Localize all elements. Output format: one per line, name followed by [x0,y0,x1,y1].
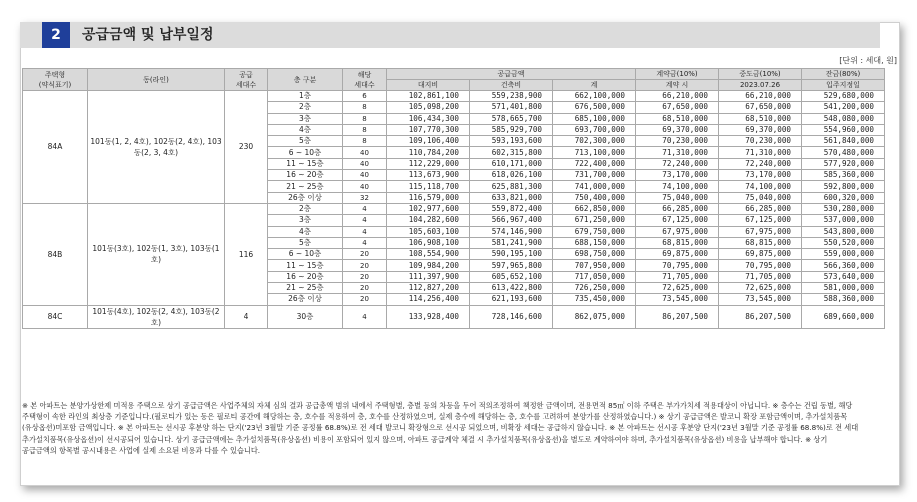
contract-cell: 70,230,000 [636,136,719,147]
floor-cell: 11 ~ 15층 [268,260,343,271]
header-balance-sub: 입주지정일 [802,80,885,91]
header-floor: 층 구분 [268,69,343,91]
floor-cell: 3층 [268,215,343,226]
land-price-cell: 106,434,300 [387,113,470,124]
units-cell: 20 [343,271,387,282]
balance-cell: 561,840,000 [802,136,885,147]
units-cell: 40 [343,158,387,169]
contract-cell: 66,210,000 [636,91,719,102]
units-cell: 32 [343,192,387,203]
header-land: 대지비 [387,80,470,91]
dong-cell: 101동(3호), 102동(1, 3호), 103동(1호) [88,203,225,305]
total-price-cell: 702,300,000 [553,136,636,147]
header-total: 계 [553,80,636,91]
interim-cell: 70,795,000 [719,260,802,271]
balance-cell: 543,800,000 [802,226,885,237]
units-cell: 8 [343,102,387,113]
total-price-cell: 731,700,000 [553,170,636,181]
total-price-cell: 693,700,000 [553,124,636,135]
total-price-cell: 750,400,000 [553,192,636,203]
land-price-cell: 114,256,400 [387,294,470,305]
header-type: 주택형 (약식표기) [23,69,88,91]
interim-cell: 66,285,000 [719,203,802,214]
units-cell: 8 [343,124,387,135]
section-number-badge: 2 [42,22,70,48]
land-price-cell: 107,770,300 [387,124,470,135]
header-building: 건축비 [470,80,553,91]
units-cell: 40 [343,147,387,158]
contract-cell: 71,705,000 [636,271,719,282]
interim-cell: 73,170,000 [719,170,802,181]
land-price-cell: 102,861,100 [387,91,470,102]
total-price-cell: 679,750,000 [553,226,636,237]
balance-cell: 585,360,000 [802,170,885,181]
floor-cell: 2층 [268,102,343,113]
section-title: 공급금액 및 납부일정 [82,27,214,43]
contract-cell: 67,125,000 [636,215,719,226]
supply-count-cell: 116 [225,203,268,305]
land-price-cell: 116,579,000 [387,192,470,203]
dong-cell: 101동(4호), 102동(2, 4호), 103동(2호) [88,305,225,328]
contract-cell: 73,545,000 [636,294,719,305]
balance-cell: 577,920,000 [802,158,885,169]
interim-cell: 68,815,000 [719,237,802,248]
supply-count-cell: 230 [225,91,268,204]
table-row [23,203,885,214]
header-interim: 중도금(10%) [719,69,802,80]
supply-price-table [22,68,885,329]
contract-cell: 70,795,000 [636,260,719,271]
interim-cell: 70,230,000 [719,136,802,147]
units-cell: 20 [343,294,387,305]
floor-cell: 5층 [268,237,343,248]
land-price-cell: 105,098,200 [387,102,470,113]
building-price-cell: 578,665,700 [470,113,553,124]
floor-cell: 3층 [268,113,343,124]
header-contract: 계약금(10%) [636,69,719,80]
floor-cell: 26층 이상 [268,192,343,203]
land-price-cell: 111,397,900 [387,271,470,282]
type-cell: 84A [23,91,88,204]
dong-cell: 101동(1, 2, 4호), 102동(2, 4호), 103동(2, 3, 4호) [88,91,225,204]
total-price-cell: 735,450,000 [553,294,636,305]
building-price-cell: 590,195,100 [470,249,553,260]
footnote-line: 추가설치품목(유상옵션)이 선시공되어 있습니다. 상기 공급금액에는 추가설치품목(유상옵션) 비용이 포함되어 있지 않으며, 아파트 공급계약 체결 시 추가설치품목(유상옵션)을 별도로 계약하여야 하며, 추가설치품목(유상옵션) 비용을 납부해야 합니다. ※ 상기 [22,434,828,444]
interim-cell: 75,040,000 [719,192,802,203]
footnote-line: 공급금액의 항목별 공시내용은 사업에 실제 소요된 비용과 다를 수 있습니다. [22,445,261,455]
building-price-cell: 633,821,000 [470,192,553,203]
building-price-cell: 602,315,800 [470,147,553,158]
balance-cell: 550,520,000 [802,237,885,248]
floor-cell: 1층 [268,91,343,102]
footnotes [22,400,884,456]
footnote-line: (유상옵션)미포함 금액입니다. ※ 본 아파트는 선시공 후분양 하는 단지('23년 3월말 기준 공정률 68.8%)로 전 세대 발코니 확장형으로 선시공 되었으며, 비확장 세대는 공급하지 않습니다. ※ 본 아파트는 선시공 후분양 단지('23년 3월말 기준 공정률 68.8%)로 전 세대 [22,423,859,433]
balance-cell: 592,800,000 [802,181,885,192]
contract-cell: 72,240,000 [636,158,719,169]
table-row [23,91,885,102]
table-body [23,91,885,329]
contract-cell: 72,625,000 [636,283,719,294]
header-row-1 [23,69,885,80]
floor-cell: 2층 [268,203,343,214]
contract-cell: 67,650,000 [636,102,719,113]
contract-cell: 74,100,000 [636,181,719,192]
total-price-cell: 676,500,000 [553,102,636,113]
units-cell: 20 [343,260,387,271]
total-price-cell: 717,050,000 [553,271,636,282]
floor-cell: 16 ~ 20층 [268,170,343,181]
total-price-cell: 662,850,000 [553,203,636,214]
balance-cell: 529,680,000 [802,91,885,102]
building-price-cell: 610,171,000 [470,158,553,169]
units-cell: 4 [343,226,387,237]
interim-cell: 73,545,000 [719,294,802,305]
units-cell: 8 [343,113,387,124]
interim-cell: 67,650,000 [719,102,802,113]
header-units: 해당 세대수 [343,69,387,91]
interim-cell: 71,310,000 [719,147,802,158]
balance-cell: 573,640,000 [802,271,885,282]
units-cell: 4 [343,203,387,214]
floor-cell: 6 ~ 10층 [268,147,343,158]
total-price-cell: 741,000,000 [553,181,636,192]
section-title-bar [20,22,880,48]
land-price-cell: 110,784,200 [387,147,470,158]
contract-cell: 68,510,000 [636,113,719,124]
header-interim-sub: 2023.07.26 [719,80,802,91]
floor-cell: 21 ~ 25층 [268,181,343,192]
floor-cell: 5층 [268,136,343,147]
interim-cell: 68,510,000 [719,113,802,124]
unit-label: [단위 : 세대, 원] [839,56,897,65]
type-cell: 84C [23,305,88,328]
floor-cell: 16 ~ 20층 [268,271,343,282]
contract-cell: 66,285,000 [636,203,719,214]
land-price-cell: 112,827,200 [387,283,470,294]
interim-cell: 66,210,000 [719,91,802,102]
contract-cell: 67,975,000 [636,226,719,237]
contract-cell: 75,040,000 [636,192,719,203]
contract-cell: 69,875,000 [636,249,719,260]
table-row [23,305,885,328]
building-price-cell: 559,872,400 [470,203,553,214]
floor-cell: 30층 [268,305,343,328]
balance-cell: 559,000,000 [802,249,885,260]
header-supply: 공급 세대수 [225,69,268,91]
footnote-line: ※ 본 아파트는 분양가상한제 미적용 주택으로 상기 공급금액은 사업주체의 자체 심의 결과 공급총액 범위 내에서 주택형별, 층별 등의 차등을 두어 적의조정하여 책정한 금액이며, 전용면적 85㎡ 이하 주택은 부가가치세 적용대상이 아닙니다. ※ 층수는 건립 동별, 해당 [22,401,853,410]
header-contract-sub: 계약 시 [636,80,719,91]
contract-cell: 71,310,000 [636,147,719,158]
header-balance: 잔금(80%) [802,69,885,80]
balance-cell: 541,200,000 [802,102,885,113]
total-price-cell: 688,150,000 [553,237,636,248]
building-price-cell: 571,401,800 [470,102,553,113]
units-cell: 8 [343,136,387,147]
total-price-cell: 707,950,000 [553,260,636,271]
land-price-cell: 108,554,900 [387,249,470,260]
building-price-cell: 559,238,900 [470,91,553,102]
floor-cell: 6 ~ 10층 [268,249,343,260]
total-price-cell: 698,750,000 [553,249,636,260]
balance-cell: 548,080,000 [802,113,885,124]
interim-cell: 69,875,000 [719,249,802,260]
balance-cell: 588,360,000 [802,294,885,305]
total-price-cell: 726,250,000 [553,283,636,294]
building-price-cell: 621,193,600 [470,294,553,305]
interim-cell: 74,100,000 [719,181,802,192]
land-price-cell: 106,908,100 [387,237,470,248]
floor-cell: 26층 이상 [268,294,343,305]
units-cell: 4 [343,215,387,226]
supply-count-cell: 4 [225,305,268,328]
balance-cell: 689,660,000 [802,305,885,328]
header-dong: 동(라인) [88,69,225,91]
total-price-cell: 662,100,000 [553,91,636,102]
building-price-cell: 593,193,600 [470,136,553,147]
contract-cell: 68,815,000 [636,237,719,248]
floor-cell: 11 ~ 15층 [268,158,343,169]
units-cell: 6 [343,91,387,102]
land-price-cell: 109,106,400 [387,136,470,147]
units-cell: 40 [343,170,387,181]
floor-cell: 4층 [268,226,343,237]
building-price-cell: 585,929,700 [470,124,553,135]
floor-cell: 21 ~ 25층 [268,283,343,294]
units-cell: 20 [343,249,387,260]
building-price-cell: 613,422,800 [470,283,553,294]
building-price-cell: 728,146,600 [470,305,553,328]
contract-cell: 69,370,000 [636,124,719,135]
contract-cell: 86,207,500 [636,305,719,328]
balance-cell: 570,480,000 [802,147,885,158]
building-price-cell: 574,146,900 [470,226,553,237]
floor-cell: 4층 [268,124,343,135]
land-price-cell: 104,282,600 [387,215,470,226]
interim-cell: 69,370,000 [719,124,802,135]
balance-cell: 566,360,000 [802,260,885,271]
footnote-line: 주택형이 속한 라인의 최상층 기준입니다.(필로티가 있는 동은 필로티 공간에 해당하는 층, 호수를 적용하여 층, 호수를 산정하였으며, 실제 층수에 해당하는 층, 호수를 고려하여 분양가를 산정하였습니다.) ※ 상기 공급금액은 발코니 확장 포함금액이며, 추가설치품목 [22,412,848,422]
total-price-cell: 862,075,000 [553,305,636,328]
units-cell: 40 [343,181,387,192]
balance-cell: 554,960,000 [802,124,885,135]
total-price-cell: 685,100,000 [553,113,636,124]
units-cell: 4 [343,305,387,328]
total-price-cell: 671,250,000 [553,215,636,226]
land-price-cell: 113,673,900 [387,170,470,181]
land-price-cell: 112,229,000 [387,158,470,169]
balance-cell: 581,000,000 [802,283,885,294]
balance-cell: 600,320,000 [802,192,885,203]
contract-cell: 73,170,000 [636,170,719,181]
land-price-cell: 105,603,100 [387,226,470,237]
land-price-cell: 102,977,600 [387,203,470,214]
building-price-cell: 581,241,900 [470,237,553,248]
interim-cell: 86,207,500 [719,305,802,328]
header-price: 공급금액 [387,69,636,80]
land-price-cell: 109,984,200 [387,260,470,271]
interim-cell: 71,705,000 [719,271,802,282]
balance-cell: 530,280,000 [802,203,885,214]
type-cell: 84B [23,203,88,305]
total-price-cell: 713,100,000 [553,147,636,158]
units-cell: 4 [343,237,387,248]
building-price-cell: 566,967,400 [470,215,553,226]
land-price-cell: 115,118,700 [387,181,470,192]
total-price-cell: 722,400,000 [553,158,636,169]
interim-cell: 72,240,000 [719,158,802,169]
interim-cell: 72,625,000 [719,283,802,294]
balance-cell: 537,000,000 [802,215,885,226]
units-cell: 20 [343,283,387,294]
interim-cell: 67,125,000 [719,215,802,226]
building-price-cell: 605,652,100 [470,271,553,282]
building-price-cell: 625,881,300 [470,181,553,192]
interim-cell: 67,975,000 [719,226,802,237]
building-price-cell: 618,026,100 [470,170,553,181]
building-price-cell: 597,965,800 [470,260,553,271]
land-price-cell: 133,928,400 [387,305,470,328]
